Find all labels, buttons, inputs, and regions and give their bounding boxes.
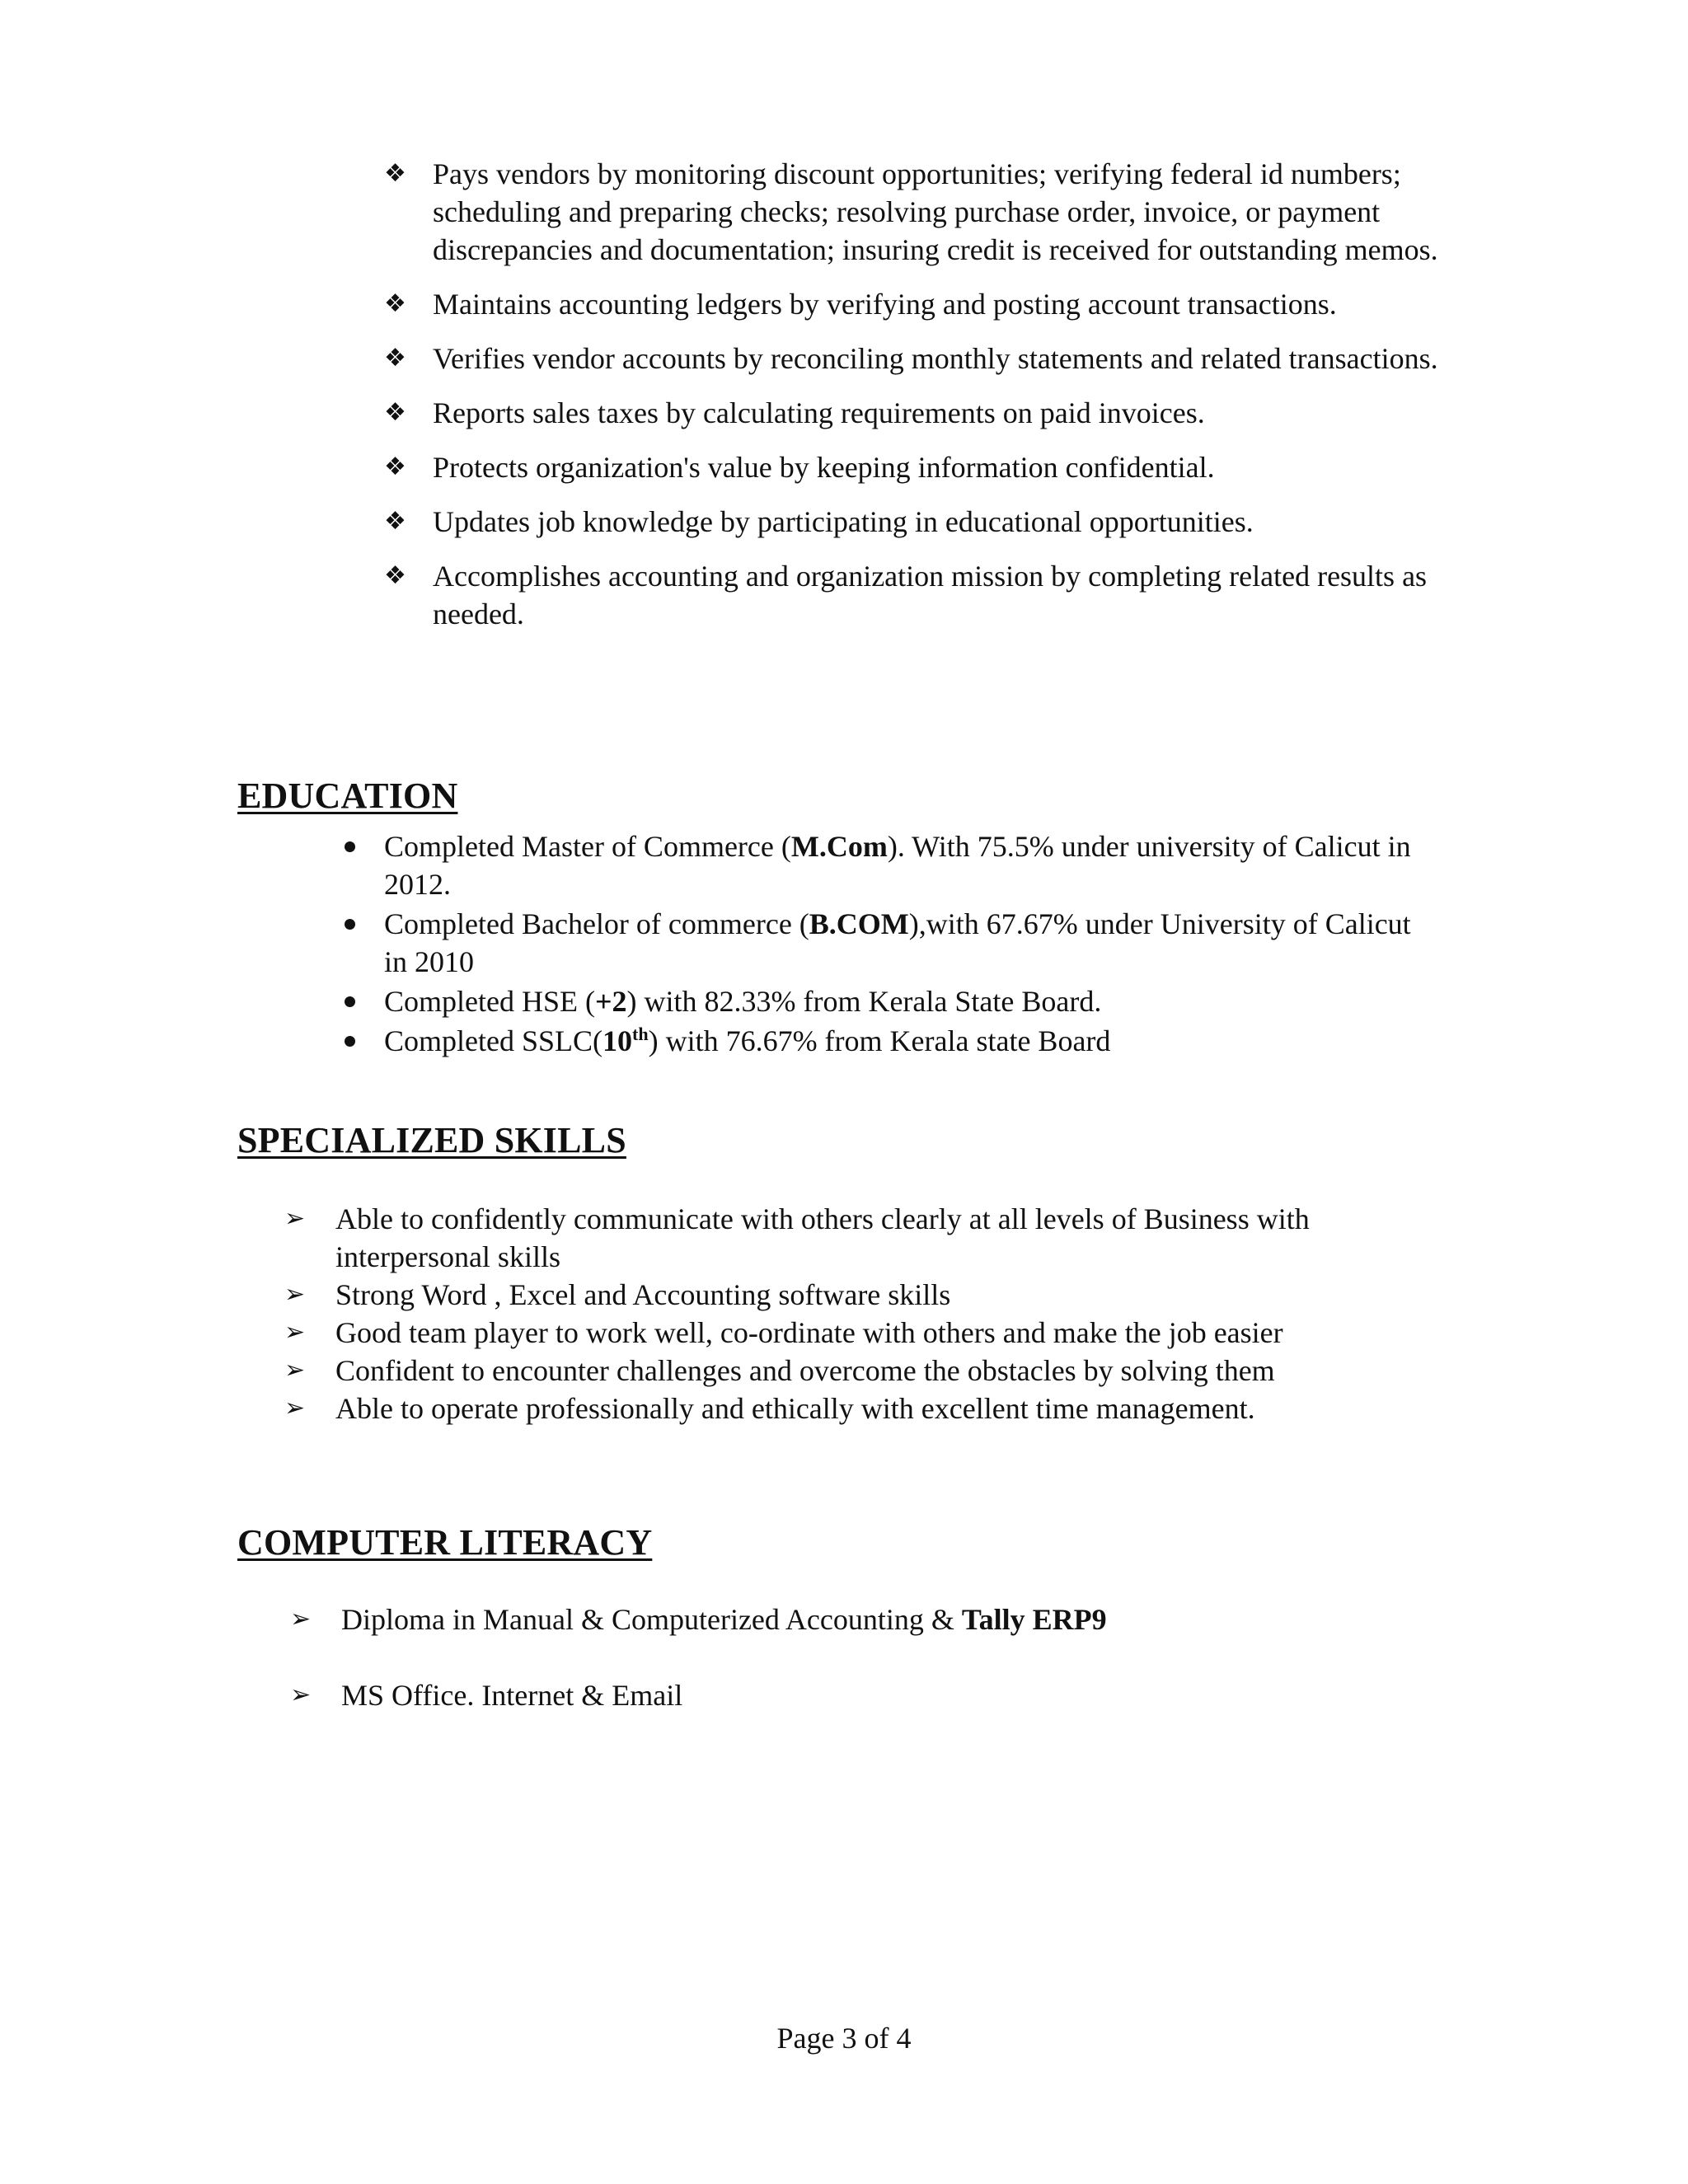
list-item: ❖ Protects organization's value by keeping information confidential. [381, 448, 1444, 486]
computer-literacy-heading: COMPUTER LITERACY [237, 1522, 653, 1563]
list-item: ❖ Accomplishes accounting and organization mission by completing related results as needed. [381, 557, 1444, 633]
skills-list [284, 1200, 1438, 1427]
round-bullet-icon [345, 1036, 355, 1047]
list-item: ➢ Confident to encounter challenges and overcome the obstacles by solving them [284, 1352, 1438, 1390]
page-number: Page 3 of 4 [776, 2022, 912, 2055]
list-item: ❖ Maintains accounting ledgers by verifying and posting account transactions. [381, 285, 1444, 323]
list-item: ➢ Strong Word , Excel and Accounting software skills [284, 1276, 1438, 1314]
arrow-bullet-icon: ➢ [284, 1394, 306, 1422]
education-list [330, 827, 1434, 1062]
computer-literacy-list [290, 1601, 1444, 1752]
list-item: ❖ Pays vendors by monitoring discount opportunities; verifying federal id numbers; scheduling and preparing checks; resolving purchase order, invoice, or payment discrepancies and documentation; insuring credit is received for outstanding memos. [381, 155, 1444, 269]
diamond-bullet-icon: ❖ [384, 398, 406, 427]
arrow-bullet-icon: ➢ [284, 1204, 306, 1233]
arrow-bullet-icon: ➢ [284, 1280, 306, 1309]
diamond-bullet-icon: ❖ [384, 507, 406, 536]
round-bullet-icon [345, 841, 355, 852]
list-item: Completed SSLC(10th) with 76.67% from Kerala state Board [330, 1022, 1434, 1060]
diamond-bullet-icon: ❖ [384, 561, 406, 590]
arrow-bullet-icon: ➢ [284, 1356, 306, 1385]
round-bullet-icon [345, 996, 355, 1007]
education-heading: EDUCATION [237, 776, 458, 816]
arrow-bullet-icon: ➢ [290, 1680, 312, 1709]
diamond-bullet-icon: ❖ [384, 344, 406, 373]
list-item: ➢ Good team player to work well, co-ordinate with others and make the job easier [284, 1314, 1438, 1352]
list-item: ❖ Reports sales taxes by calculating requirements on paid invoices. [381, 394, 1444, 432]
diamond-bullet-icon: ❖ [384, 289, 406, 318]
list-item: ❖ Updates job knowledge by participating in educational opportunities. [381, 503, 1444, 541]
list-item: ➢ Able to operate professionally and ethically with excellent time management. [284, 1390, 1438, 1427]
list-item: ❖ Verifies vendor accounts by reconciling monthly statements and related transactions. [381, 340, 1444, 377]
list-item: ➢ Able to confidently communicate with others clearly at all levels of Business with interpersonal skills [284, 1200, 1438, 1276]
list-item: ➢ MS Office. Internet & Email [290, 1676, 1444, 1714]
arrow-bullet-icon: ➢ [290, 1605, 312, 1633]
round-bullet-icon [345, 919, 355, 930]
list-item: Completed Bachelor of commerce (B.COM),with 67.67% under University of Calicut in 2010 [330, 905, 1434, 981]
list-item: Completed HSE (+2) with 82.33% from Kerala State Board. [330, 982, 1434, 1020]
duties-list [381, 155, 1444, 649]
arrow-bullet-icon: ➢ [284, 1318, 306, 1347]
list-item: ➢ Diploma in Manual & Computerized Accounting & Tally ERP9 [290, 1601, 1444, 1638]
diamond-bullet-icon: ❖ [384, 159, 406, 188]
diamond-bullet-icon: ❖ [384, 452, 406, 481]
list-item: Completed Master of Commerce (M.Com). With 75.5% under university of Calicut in 2012. [330, 827, 1434, 903]
skills-heading: SPECIALIZED SKILLS [237, 1120, 626, 1160]
